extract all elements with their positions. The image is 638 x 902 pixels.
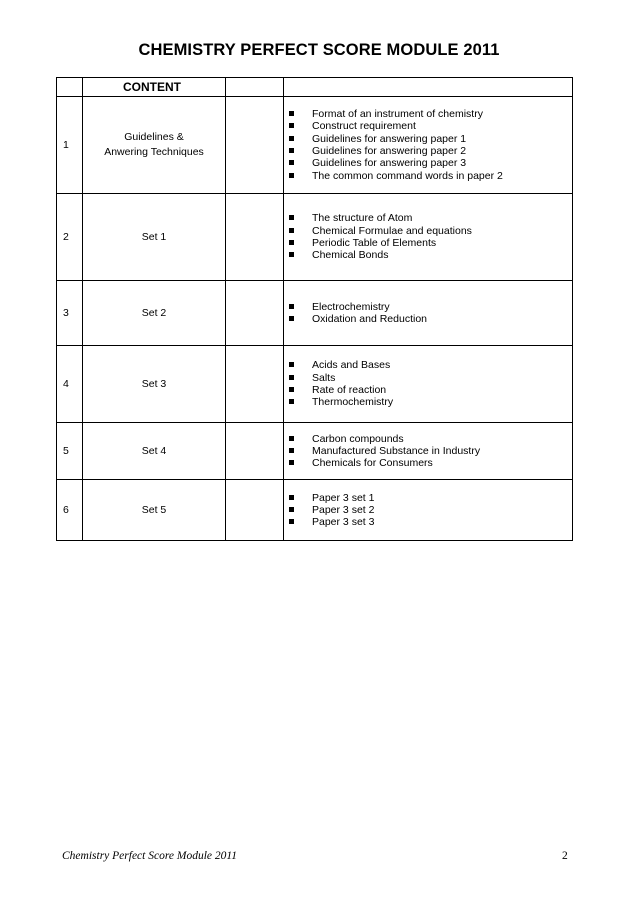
row-title-line: Set 1 <box>141 230 167 243</box>
page-number: 2 <box>562 850 568 862</box>
table-row <box>57 194 573 281</box>
square-bullet-icon <box>289 240 294 245</box>
topic-text: Periodic Table of Elements <box>312 237 437 249</box>
square-bullet-icon <box>289 111 294 116</box>
row-title <box>83 194 226 281</box>
row-title <box>83 97 226 194</box>
table-row <box>57 281 573 346</box>
square-bullet-icon <box>289 123 294 128</box>
topic-list <box>284 359 572 408</box>
square-bullet-icon <box>289 316 294 321</box>
topic-item <box>289 516 572 528</box>
header-cell-num <box>57 78 83 97</box>
table-row <box>57 480 573 541</box>
topic-item <box>289 133 572 145</box>
row-topics <box>284 97 573 194</box>
topic-item <box>289 492 572 504</box>
square-bullet-icon <box>289 375 294 380</box>
topic-item <box>289 384 572 396</box>
topic-item <box>289 108 572 120</box>
topic-text: The structure of Atom <box>312 212 413 225</box>
topic-item <box>289 145 572 157</box>
square-bullet-icon <box>289 304 294 309</box>
header-cell-mid <box>226 78 284 97</box>
topic-text: Rate of reaction <box>312 384 387 396</box>
footer-title: Chemistry Perfect Score Module 2011 <box>62 850 238 862</box>
square-bullet-icon <box>289 362 294 367</box>
topic-item <box>289 359 572 371</box>
row-title <box>83 281 226 346</box>
row-spacer-cell <box>226 423 284 480</box>
row-title-line: Set 5 <box>141 503 167 516</box>
topic-list <box>284 492 572 529</box>
square-bullet-icon <box>289 495 294 500</box>
topic-list <box>284 212 572 261</box>
row-number: 5 <box>57 423 83 480</box>
row-topics <box>284 346 573 423</box>
topic-text: Guidelines for answering paper 1 <box>312 132 467 145</box>
topic-item <box>289 225 572 237</box>
topic-item <box>289 313 572 325</box>
topic-text: Guidelines for answering paper 2 <box>312 145 467 157</box>
topic-item <box>289 372 572 384</box>
topic-text: Paper 3 set 1 <box>312 491 375 504</box>
row-title-line: Set 2 <box>141 306 167 319</box>
square-bullet-icon <box>289 387 294 392</box>
topic-item <box>289 237 572 249</box>
square-bullet-icon <box>289 160 294 165</box>
row-spacer-cell <box>226 194 284 281</box>
topic-item <box>289 445 572 457</box>
row-number: 6 <box>57 480 83 541</box>
square-bullet-icon <box>289 173 294 178</box>
topic-text: The common command words in paper 2 <box>312 169 503 182</box>
square-bullet-icon <box>289 436 294 441</box>
square-bullet-icon <box>289 148 294 153</box>
table-header-row <box>57 78 573 97</box>
row-spacer-cell <box>226 281 284 346</box>
row-spacer-cell <box>226 480 284 541</box>
topic-text: Chemical Bonds <box>312 249 389 262</box>
row-number: 1 <box>57 97 83 194</box>
content-header: CONTENT <box>83 78 226 97</box>
header-cell-topics <box>284 78 573 97</box>
square-bullet-icon <box>289 228 294 233</box>
row-number: 3 <box>57 281 83 346</box>
topic-item <box>289 457 572 469</box>
table-row <box>57 423 573 480</box>
topic-text: Guidelines for answering paper 3 <box>312 157 467 170</box>
topic-item <box>289 157 572 169</box>
square-bullet-icon <box>289 448 294 453</box>
row-topics <box>284 281 573 346</box>
topic-text: Acids and Bases <box>312 359 391 372</box>
topic-text: Manufactured Substance in Industry <box>312 444 481 457</box>
topic-text: Construct requirement <box>312 120 416 133</box>
topic-item <box>289 396 572 408</box>
topic-item <box>289 212 572 224</box>
topic-list <box>284 433 572 470</box>
topic-item <box>289 170 572 182</box>
topic-text: Chemical Formulae and equations <box>312 224 472 237</box>
row-title-line: Set 4 <box>141 444 167 457</box>
row-topics <box>284 194 573 281</box>
square-bullet-icon <box>289 519 294 524</box>
row-title-line: Set 3 <box>141 377 167 390</box>
topic-text: Thermochemistry <box>312 396 394 409</box>
topic-item <box>289 120 572 132</box>
row-title-line: Guidelines & <box>124 131 184 143</box>
row-number: 4 <box>57 346 83 423</box>
content-table <box>56 77 573 541</box>
square-bullet-icon <box>289 252 294 257</box>
row-spacer-cell <box>226 97 284 194</box>
square-bullet-icon <box>289 136 294 141</box>
square-bullet-icon <box>289 399 294 404</box>
square-bullet-icon <box>289 215 294 220</box>
row-topics <box>284 480 573 541</box>
page-title: CHEMISTRY PERFECT SCORE MODULE 2011 <box>138 41 500 59</box>
row-title <box>83 346 226 423</box>
row-topics <box>284 423 573 480</box>
topic-text: Chemicals for Consumers <box>312 457 433 470</box>
topic-text: Carbon compounds <box>312 432 404 445</box>
topic-text: Electrochemistry <box>312 300 390 313</box>
row-title <box>83 480 226 541</box>
row-title-line: Anwering Techniques <box>104 146 204 158</box>
row-number: 2 <box>57 194 83 281</box>
square-bullet-icon <box>289 460 294 465</box>
table-row <box>57 346 573 423</box>
table-row <box>57 97 573 194</box>
topic-list <box>284 301 572 326</box>
topic-text: Oxidation and Reduction <box>312 313 427 325</box>
topic-list <box>284 108 572 182</box>
square-bullet-icon <box>289 507 294 512</box>
topic-text: Paper 3 set 3 <box>312 516 375 529</box>
topic-item <box>289 433 572 445</box>
topic-text: Salts <box>312 371 336 384</box>
topic-text: Paper 3 set 2 <box>312 503 375 516</box>
topic-item <box>289 249 572 261</box>
topic-item <box>289 301 572 313</box>
topic-item <box>289 504 572 516</box>
row-spacer-cell <box>226 346 284 423</box>
row-title <box>83 423 226 480</box>
topic-text: Format of an instrument of chemistry <box>312 108 483 121</box>
